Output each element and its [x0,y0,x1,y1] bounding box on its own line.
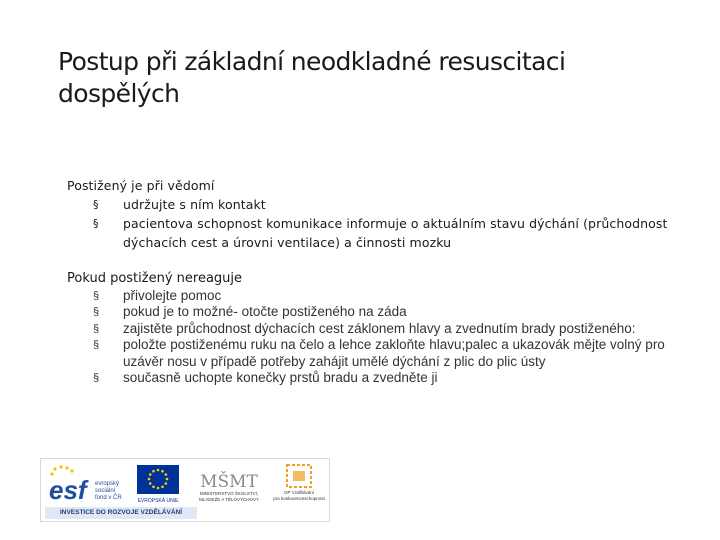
op-logo [273,463,325,505]
msmt-text-line: MLÁDEŽE A TĚLOVÝCHOVY [199,497,259,502]
section-unresponsive [67,271,707,387]
msmt-mark: MŠMT [200,472,258,492]
op-text-line: pro konkurenceschopnost [273,496,325,501]
esf-text-line: sociální [95,488,116,494]
esf-text-line: evropský [95,481,120,487]
list-item [67,195,707,214]
list-item-text: pokud je to možné- otočte postiženého na záda [123,304,407,319]
invest-banner: INVESTICE DO ROZVOJE VZDĚLÁVÁNÍ [45,507,197,519]
list-item [67,214,707,252]
esf-mark: esf [49,475,87,505]
list-item [67,337,707,370]
msmt-logo [195,463,263,505]
eu-label: EVROPSKÁ UNIE [137,498,179,504]
list-item-text: přivolejte pomoc [123,287,222,303]
section-heading: Postižený je při vědomí [67,178,215,193]
op-text-line: OP Vzdělávání [284,490,314,495]
bullet-marker: § [93,198,99,211]
eu-logo [135,463,181,505]
bullet-marker: § [93,372,100,384]
section-heading: Pokud postižený nereaguje [67,271,243,286]
list-item [67,321,707,338]
slide-title: Postup při základní neodkladné resuscitaci dospělých [58,47,566,108]
list-item-text: pacientova schopnost komunikace informuje o aktuálním stavu dýchání (průchodnost dýchacích cest a úrovni ventilace) a činnosti mozku [123,216,668,250]
list-item-text: položte postiženému ruku na čelo a lehce zakloňte hlavu;palec a ukazovák mějte volný pro uzávěr nosu v případě potřeby zahájit umělé dýchání z plic do plic ústy [123,337,665,369]
list-item-text: současně uchopte konečky prstů bradu a zvedněte ji [123,370,438,385]
esf-logo [47,463,131,505]
list-item-text: udržujte s ním kontakt [123,197,266,212]
msmt-text-line: MINISTERSTVO ŠKOLSTVÍ, [199,491,259,496]
esf-text-line: fond v ČR [95,495,122,501]
bullet-marker: § [93,306,100,318]
bullet-marker: § [93,339,100,351]
list-item [67,304,707,321]
list-item-text: zajistěte průchodnost dýchacích cest záklonem hlavy a zvednutím brady postiženého: [123,320,636,336]
footer-logo-strip [40,458,330,522]
list-item [67,288,707,305]
bullet-marker: § [93,289,100,302]
bullet-marker: § [93,217,99,230]
section-conscious [67,176,707,252]
bullet-marker: § [93,322,100,335]
list-item [67,370,707,387]
